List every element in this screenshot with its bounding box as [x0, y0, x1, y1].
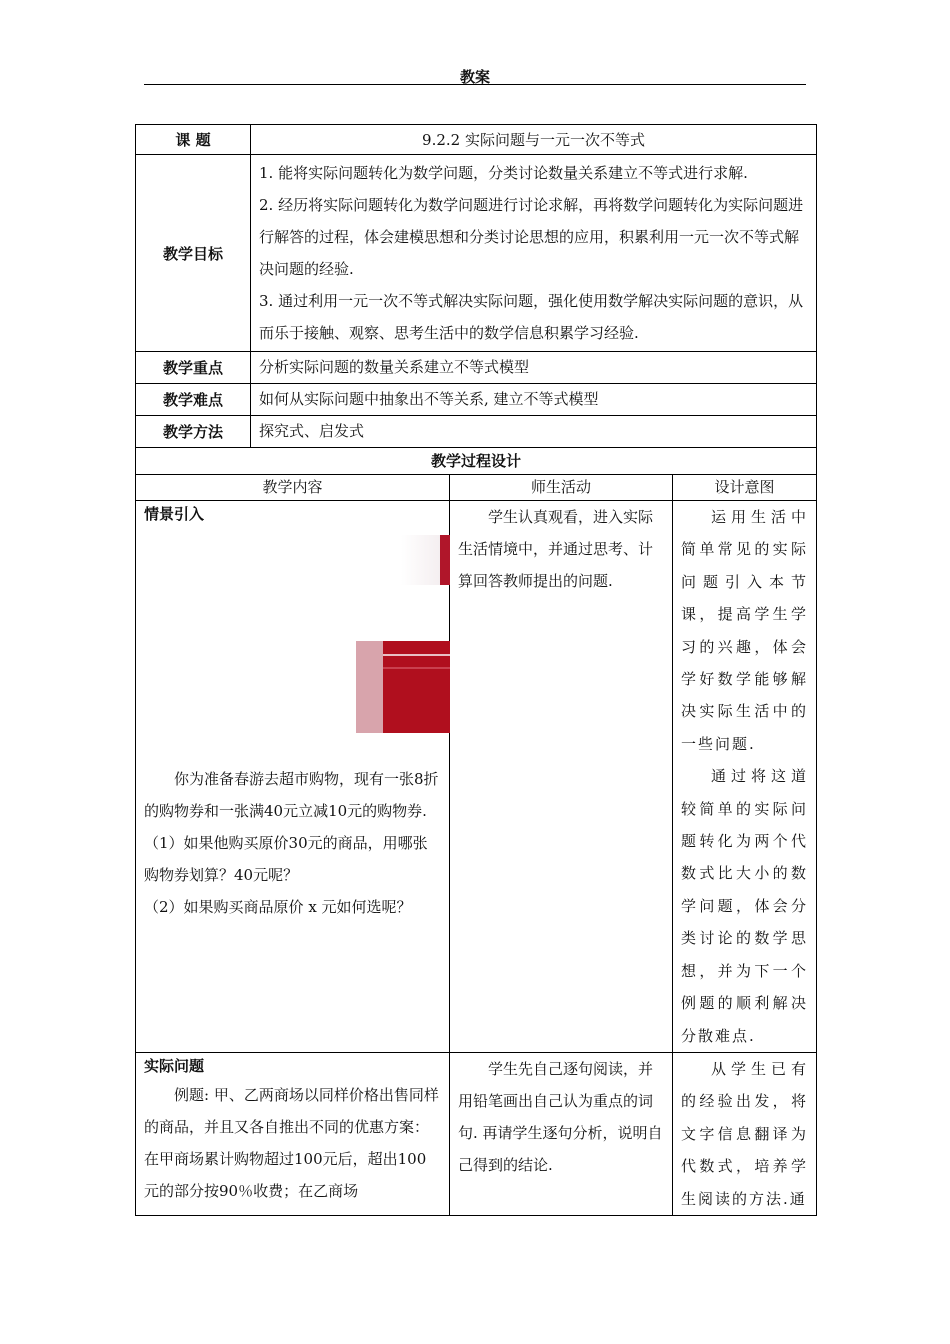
scene-heading: 情景引入 — [144, 505, 205, 523]
scene-activity: 学生认真观看，进入实际生活情境中，并通过思考、计算回答教师提出的问题. — [458, 508, 654, 590]
problem-heading: 实际问题 — [144, 1056, 205, 1075]
problem-intent-cell — [673, 1052, 817, 1215]
process-title: 教学过程设计 — [136, 448, 817, 475]
coupon-image — [144, 527, 441, 763]
goal-item: 1. 能将实际问题转化为数学问题，分类讨论数量关系建立不等式进行求解. — [259, 164, 748, 182]
scene-intent-2: 通过将这道较简单的实际问题转化为两个代数式比大小的数学问题，体会分类讨论的数学思想，并为下一个例题的顺利解决分散难点. — [681, 767, 809, 1045]
problem-activity-cell — [450, 1052, 673, 1215]
difficulty-label: 教学难点 — [136, 384, 251, 416]
scene-question-2: （2）如果购买商品原价 x 元如何选呢？ — [144, 898, 412, 916]
goal-item: 3. 通过利用一元一次不等式解决实际问题，强化使用数学解决实际问题的意识，从而乐于接触、观察、思考生活中的数学信息积累学习经验. — [259, 292, 804, 342]
scene-question-1: （1）如果他购买原价30元的商品，用哪张购物券划算？40元呢？ — [144, 834, 428, 884]
scene-content-cell — [136, 501, 450, 1053]
goals-label: 教学目标 — [136, 155, 251, 352]
lesson-plan-table — [135, 124, 817, 1216]
difficulty-value: 如何从实际问题中抽象出不等关系, 建立不等式模型 — [251, 384, 817, 416]
method-value: 探究式、启发式 — [251, 416, 817, 448]
scene-intent-cell — [673, 501, 817, 1053]
column-header-activity: 师生活动 — [450, 475, 673, 501]
header-rule — [144, 84, 806, 85]
key-points-label: 教学重点 — [136, 352, 251, 384]
problem-paragraph: 例题: 甲、乙两商场以同样价格出售同样的商品，并且又各自推出不同的优惠方案：在甲商场累计购物超过100元后，超出100元的部分按90％收费；在乙商场 — [144, 1085, 439, 1200]
topic-label: 课 题 — [136, 125, 251, 155]
key-points-value: 分析实际问题的数量关系建立不等式模型 — [251, 352, 817, 384]
scene-intent-1: 运用生活中简单常见的实际问题引入本节课，提高学生学习的兴趣，体会学好数学能够解决实际生活中的一些问题. — [681, 508, 809, 753]
scene-paragraph: 你为准备春游去超市购物，现有一张8折的购物券和一张满40元立减10元的购物券. — [144, 770, 439, 820]
goal-item: 2. 经历将实际问题转化为数学问题进行讨论求解，再将数学问题转化为实际问题进行解答的过程，体会建模思想和分类讨论思想的应用，积累利用一元一次不等式解决问题的经验. — [259, 196, 804, 278]
problem-content-cell — [136, 1052, 450, 1215]
topic-value: 9.2.2 实际问题与一元一次不等式 — [251, 125, 817, 155]
problem-activity: 学生先自己逐句阅读，并用铅笔画出自己认为重点的词句. 再请学生逐句分析，说明自己得到的结论. — [458, 1059, 663, 1174]
column-header-content: 教学内容 — [136, 475, 450, 501]
scene-activity-cell — [450, 501, 673, 1053]
method-label: 教学方法 — [136, 416, 251, 448]
column-header-intent: 设计意图 — [673, 475, 817, 501]
page-header-title: 教案 — [459, 68, 490, 86]
goals-list — [251, 155, 817, 352]
problem-intent: 从学生已有的经验出发，将文字信息翻译为代数式，培养学生阅读的方法.通 — [681, 1059, 809, 1208]
